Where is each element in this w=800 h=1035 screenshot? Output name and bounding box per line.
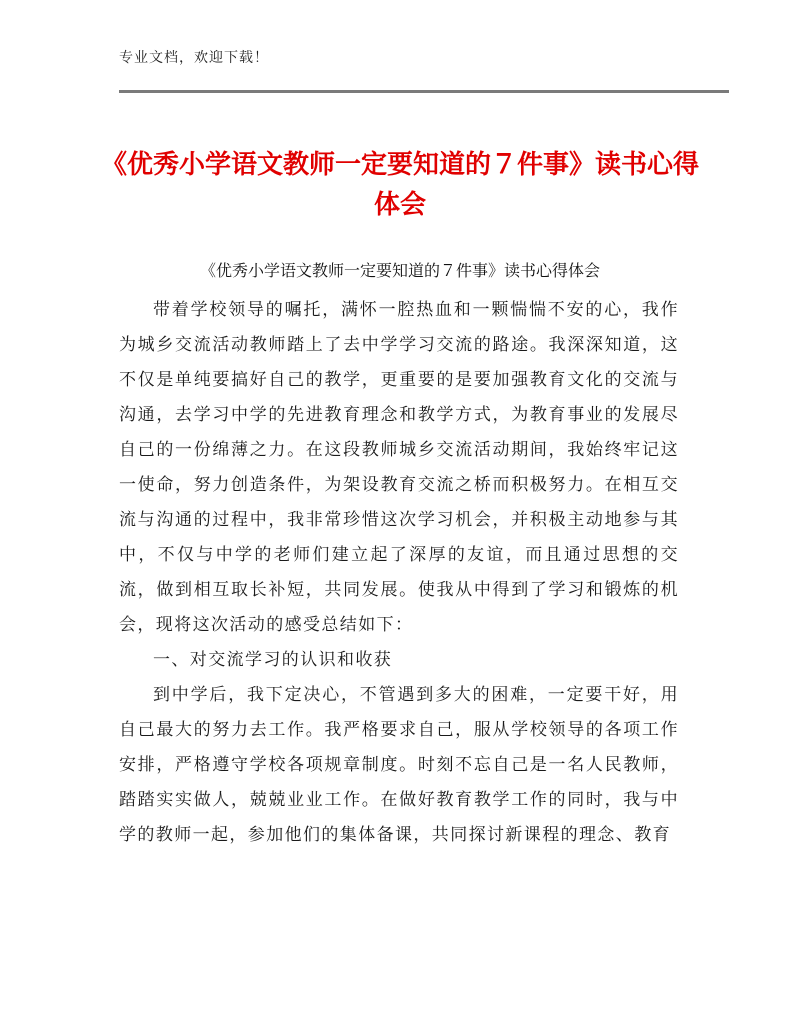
document-body <box>119 293 679 853</box>
header-divider <box>119 90 729 93</box>
document-subtitle: 《优秀小学语文教师一定要知道的７件事》读书心得体会 <box>199 261 600 280</box>
body-paragraph: 到中学后，我下定决心，不管遇到多大的困难，一定要干好，用自己最大的努力去工作。我严格要求自己，服从学校领导的各项工作安排，严格遵守学校各项规章制度。时刻不忘自己是一名人民教师，踏踏实实做人，兢兢业业工作。在做好教育教学工作的同时，我与中学的教师一起，参加他们的集体备课，共同探讨新课程的理念、教育 <box>119 685 679 845</box>
section-heading: 一、对交流学习的认识和收获 <box>153 650 393 670</box>
document-title: 《优秀小学语文教师一定要知道的７件事》读书心得体会 <box>100 150 699 220</box>
body-paragraph: 带着学校领导的嘱托，满怀一腔热血和一颗惴惴不安的心，我作为城乡交流活动教师踏上了去中学学习交流的路途。我深深知道，这不仅是单纯要搞好自己的教学，更重要的是要加强教育文化的交流与沟通，去学习中学的先进教育理念和教学方式，为教育事业的发展尽自己的一份绵薄之力。在这段教师城乡交流活动期间，我始终牢记这一使命，努力创造条件，为架设教育交流之桥而积极努力。在相互交流与沟通的过程中，我非常珍惜这次学习机会，并积极主动地参与其中，不仅与中学的老师们建立起了深厚的友谊，而且通过思想的交流，做到相互取长补短，共同发展。使我从中得到了学习和锻炼的机会，现将这次活动的感受总结如下： <box>119 300 679 635</box>
header-note: 专业文档，欢迎下载！ <box>119 50 269 66</box>
